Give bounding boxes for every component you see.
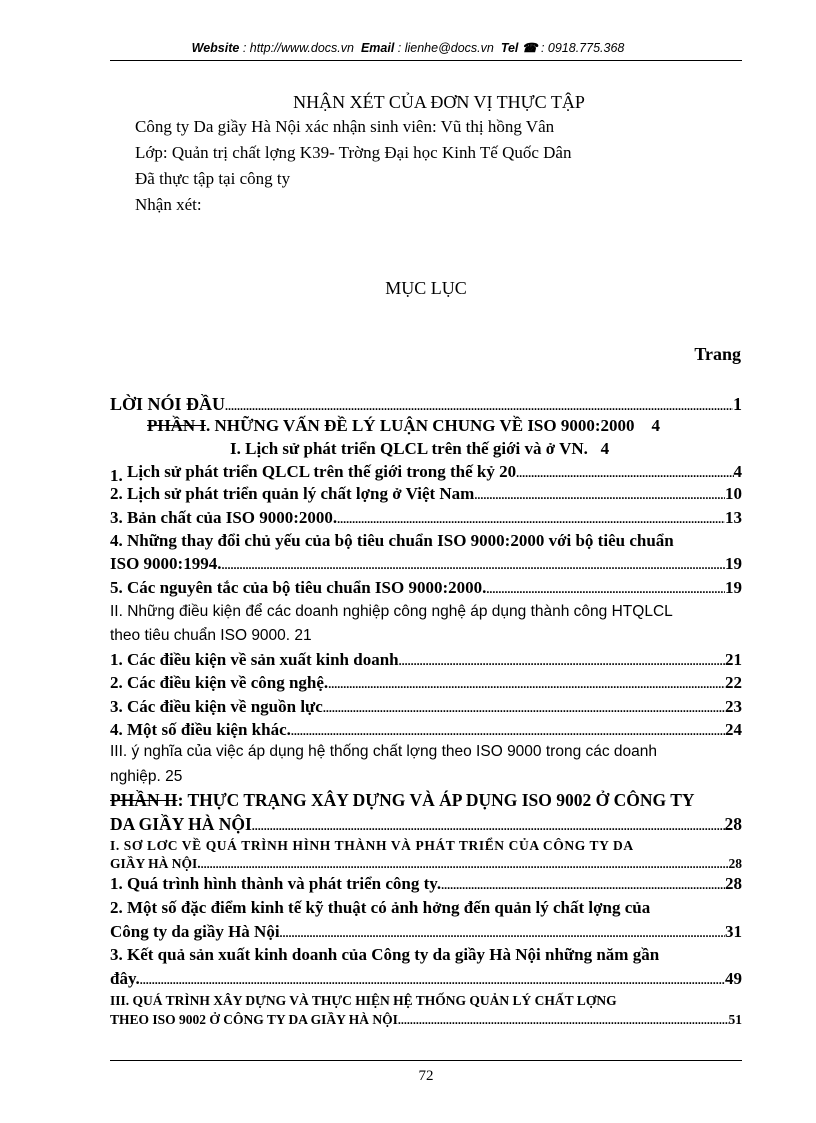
- toc-entry-page: 19: [725, 578, 742, 597]
- toc-entry-text: 5. Các nguyên tắc của bộ tiêu chuẩn ISO 9000:2000.: [110, 578, 487, 597]
- toc-entry-page: 28: [724, 814, 742, 834]
- toc-entry-section-i[interactable]: [230, 439, 609, 459]
- toc-entry-page: 4: [651, 416, 661, 435]
- toc-entry-i-5[interactable]: [110, 578, 742, 598]
- review-line-4: Nhận xét:: [135, 195, 202, 214]
- toc-entry-p2-i[interactable]: [110, 856, 742, 872]
- toc-entry-p2-i-2-line1[interactable]: 2. Một số đặc điểm kinh tế kỹ thuật có ảnh hởng đến quản lý chất lợng của: [110, 898, 651, 917]
- toc-entry-ii-2[interactable]: [110, 673, 742, 693]
- toc-entry-page: 28: [728, 856, 742, 871]
- review-title: NHẬN XÉT CỦA ĐƠN VỊ THỰC TẬP: [293, 92, 585, 112]
- toc-entry-text: 1. Quá trình hình thành và phát triển công ty.: [110, 874, 442, 893]
- toc-entry-p2-iii-line1[interactable]: III. QUÁ TRÌNH XÂY DỰNG VÀ THỰC HIỆN HỆ THỐNG QUẢN LÝ CHẤT LỢNG: [110, 993, 617, 1008]
- toc-entry-iii-line2[interactable]: nghiệp. 25: [110, 768, 183, 785]
- toc-entry-page: 19: [725, 554, 742, 573]
- toc-entry-phan-2-line1[interactable]: [110, 790, 695, 811]
- toc-entry-phan-2[interactable]: [110, 814, 742, 835]
- website-value[interactable]: : http://www.docs.vn: [242, 41, 354, 55]
- item-text: Lịch sử phát triển QLCL trên thế giới trong thế kỷ 20: [127, 462, 517, 481]
- toc-entry-text: 1. Các điều kiện về sản xuất kinh doanh: [110, 650, 399, 669]
- footer-divider: [110, 1060, 742, 1061]
- part-label: PHẦN II: [110, 790, 178, 810]
- toc-entry-page: 4: [600, 439, 610, 458]
- toc-entry-text: 3. Bản chất của ISO 9000:2000.: [110, 508, 338, 527]
- toc-entry-p2-i-3[interactable]: [110, 969, 742, 989]
- toc-entry-text: Công ty da giầy Hà Nội: [110, 922, 280, 941]
- part-title: : THỰC TRẠNG XÂY DỰNG VÀ ÁP DỤNG ISO 9002 Ở CÔNG TY: [177, 790, 695, 810]
- toc-entry-p2-i-3-line1[interactable]: 3. Kết quả sản xuất kinh doanh của Công ty da giầy Hà Nội những năm gần: [110, 945, 660, 964]
- toc-entry-p2-i-line1[interactable]: I. SƠ LƠC VỀ QUÁ TRÌNH HÌNH THÀNH VÀ PHÁT TRIỂN CỦA CÔNG TY DA: [110, 838, 634, 853]
- part-label: PHẦN I: [147, 416, 207, 435]
- toc-title: MỤC LỤC: [385, 278, 467, 298]
- toc-entry-i-3[interactable]: [110, 508, 742, 528]
- toc-entry-page: 31: [725, 922, 742, 941]
- toc-entry-ii-line2[interactable]: theo tiêu chuẩn ISO 9000. 21: [110, 627, 312, 644]
- toc-entry-page: 1: [733, 394, 742, 414]
- item-number: 1.: [110, 466, 123, 482]
- website-label: Website: [191, 41, 240, 55]
- toc-entry-text: 2. Các điều kiện về công nghệ.: [110, 673, 329, 692]
- toc-entry-text: DA GIẦY HÀ NỘI: [110, 814, 252, 834]
- toc-entry-text: 3. Các điều kiện về nguồn lực: [110, 697, 323, 716]
- toc-entry-text: [110, 462, 516, 482]
- email-value[interactable]: : lienhe@docs.vn: [397, 41, 494, 55]
- toc-entry-page: 4: [733, 462, 742, 481]
- toc-entry-i-4[interactable]: [110, 554, 742, 574]
- toc-entry-i-1[interactable]: [110, 462, 742, 482]
- toc-entry-text: GIẦY HÀ NỘI.: [110, 856, 201, 871]
- review-line-3: Đã thực tập tại công ty: [135, 169, 291, 188]
- toc-entry-text: ISO 9000:1994.: [110, 554, 222, 573]
- toc-entry-p2-iii[interactable]: [110, 1012, 742, 1028]
- email-label: Email: [360, 41, 395, 55]
- part-title: . NHỮNG VẤN ĐỀ LÝ LUẬN CHUNG VỀ ISO 9000:2000: [206, 416, 635, 435]
- toc-entry-text: 4. Một số điều kiện khác.: [110, 720, 291, 739]
- toc-page-column-label: Trang: [694, 344, 741, 364]
- toc-entry-iii-line1[interactable]: III. ý nghĩa của việc áp dụng hệ thống chất lợng theo ISO 9000 trong các doanh: [110, 743, 658, 760]
- page-number: 72: [418, 1068, 434, 1084]
- toc-entry-page: 10: [725, 484, 742, 503]
- page-header: [0, 40, 816, 55]
- tel-value: : 0918.775.368: [540, 41, 625, 55]
- header-divider: [110, 60, 742, 61]
- toc-entry-page: 24: [725, 720, 742, 739]
- toc-entry-p2-i-2[interactable]: [110, 922, 742, 942]
- toc-entry-text: đây.: [110, 969, 140, 988]
- review-line-1: Công ty Da giầy Hà Nội xác nhận sinh viên: Vũ thị hồng Vân: [135, 117, 555, 136]
- review-line-2: Lớp: Quản trị chất lợng K39- Trờng Đại học Kinh Tế Quốc Dân: [135, 143, 572, 162]
- toc-entry-i-2[interactable]: [110, 484, 742, 504]
- toc-entry-i-4-line1[interactable]: 4. Những thay đổi chủ yếu của bộ tiêu chuẩn ISO 9000:2000 với bộ tiêu chuẩn: [110, 531, 674, 550]
- toc-entry-ii-1[interactable]: [110, 650, 742, 670]
- toc-entry-page: 49: [725, 969, 742, 988]
- toc-entry-page: 28: [725, 874, 742, 893]
- toc-entry-text: 2. Lịch sử phát triển quản lý chất lợng ở Việt Nam: [110, 484, 475, 503]
- toc-entry-page: 22: [725, 673, 742, 692]
- tel-label: Tel ☎: [500, 41, 538, 55]
- toc-entry-page: 13: [725, 508, 742, 527]
- toc-entry-ii-4[interactable]: [110, 720, 742, 740]
- toc-entry-p2-i-1[interactable]: [110, 874, 742, 894]
- toc-entry-phan-1[interactable]: [147, 416, 660, 436]
- toc-entry-page: 51: [728, 1012, 742, 1027]
- toc-entry-page: 23: [725, 697, 742, 716]
- toc-entry-page: 21: [725, 650, 742, 669]
- toc-entry-text: THEO ISO 9002 Ở CÔNG TY DA GIẦY HÀ NỘI: [110, 1012, 398, 1027]
- toc-entry-loi-noi-dau[interactable]: [110, 394, 742, 415]
- toc-entry-ii-line1[interactable]: II. Những điều kiện để các doanh nghiệp công nghệ áp dụng thành công HTQLCL: [110, 603, 673, 620]
- section-title: I. Lịch sử phát triển QLCL trên thế giới và ở VN.: [230, 439, 588, 458]
- toc-entry-ii-3[interactable]: [110, 697, 742, 717]
- toc-entry-text: LỜI NÓI ĐẦU: [110, 394, 226, 414]
